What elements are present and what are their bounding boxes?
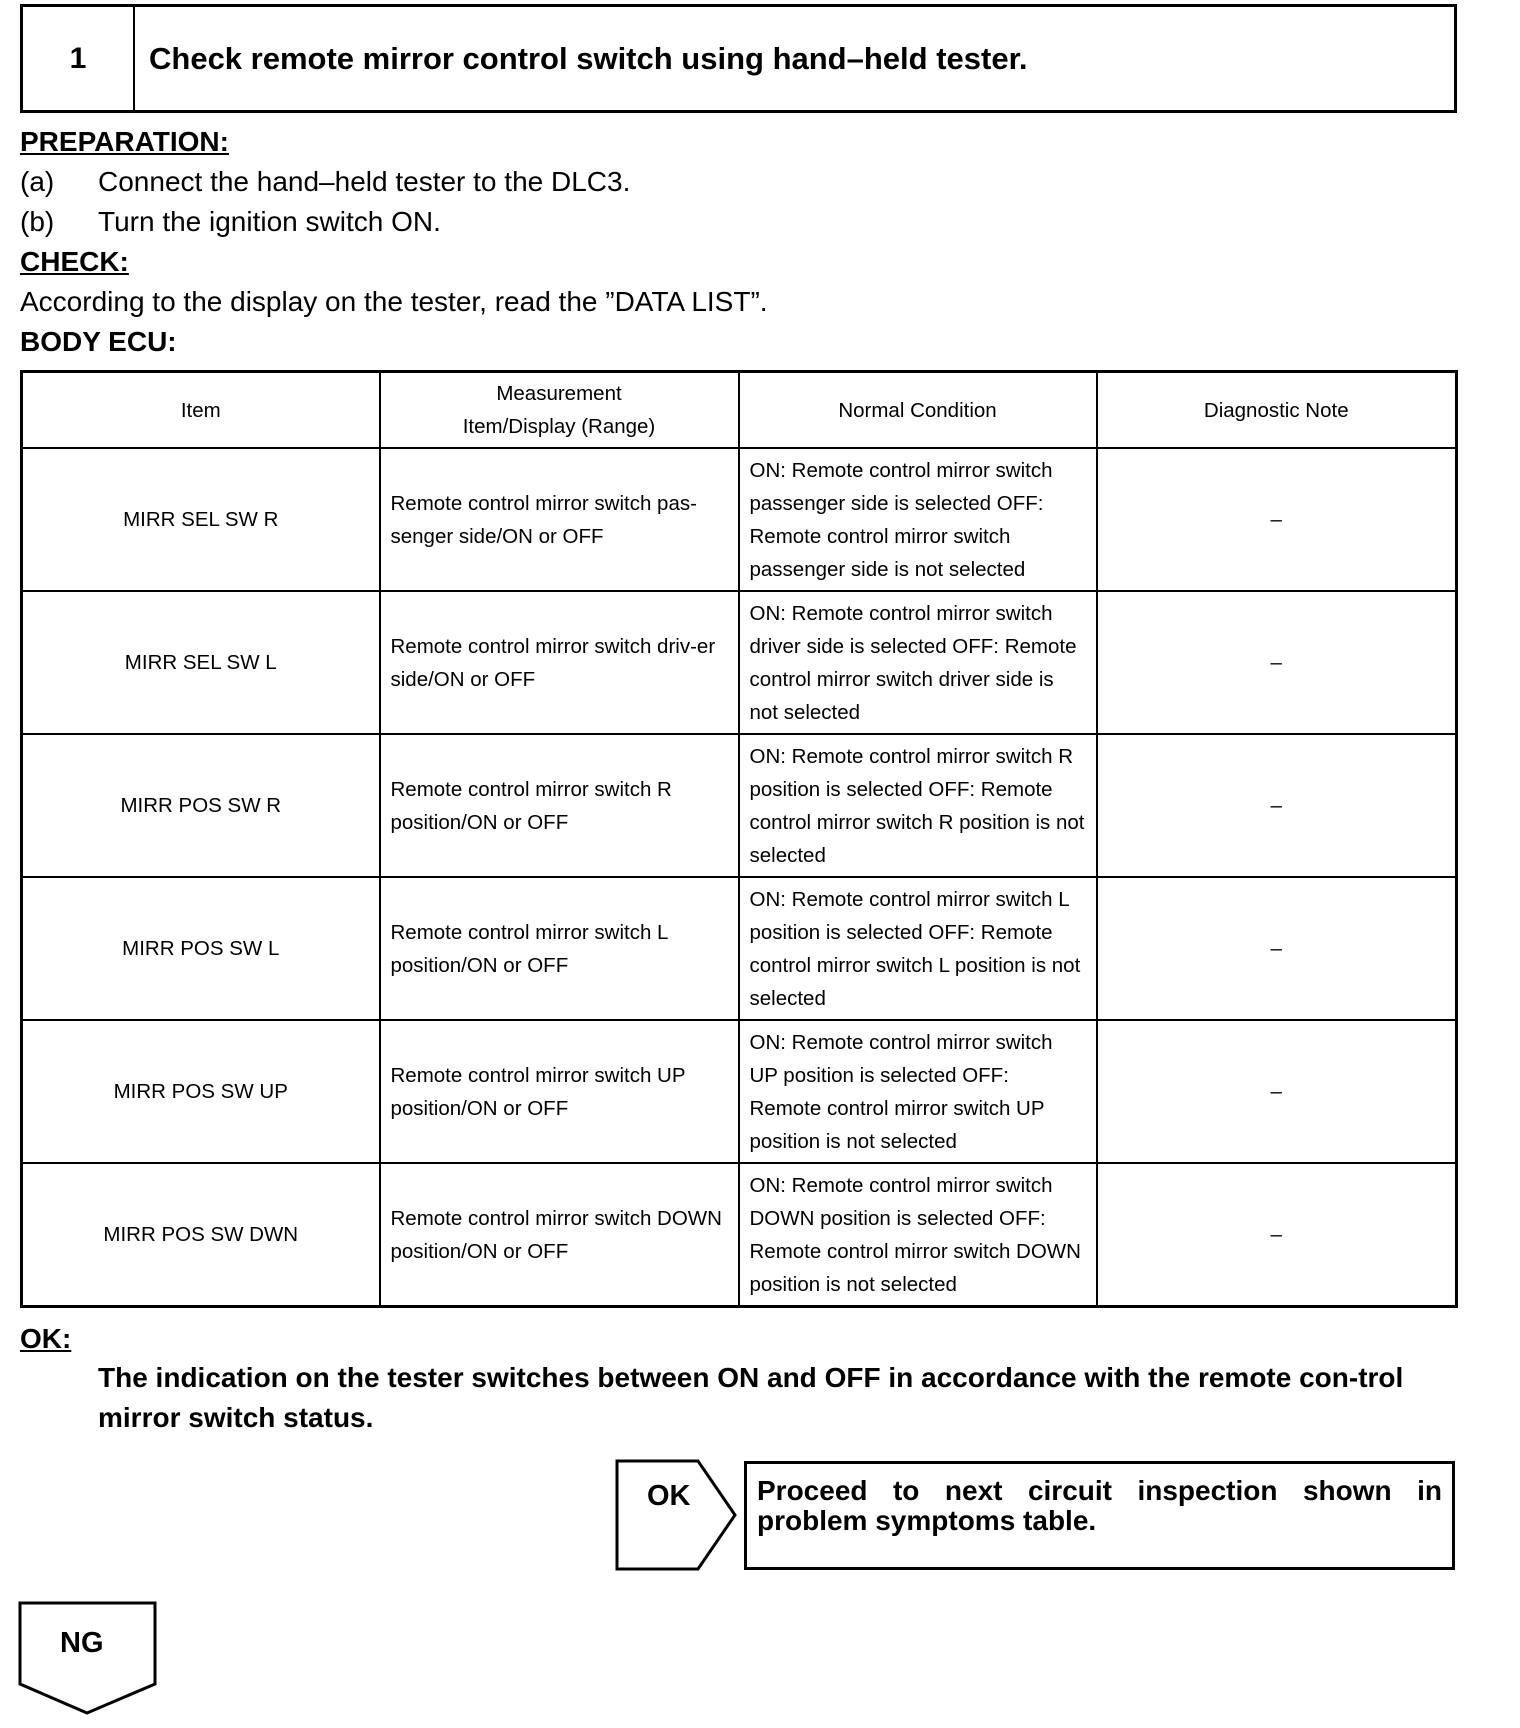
ok-label: OK: (20, 1323, 72, 1354)
check-text: According to the display on the tester, read the ”DATA LIST”. (20, 286, 768, 317)
diagnostic-note-cell: – (1097, 1163, 1457, 1307)
column-header: Normal Condition (739, 372, 1097, 449)
normal-condition-cell: ON: Remote control mirror switch UP position is selected OFF: Remote control mirror switch UP position is not selected (739, 1020, 1097, 1163)
table-header-row (22, 372, 1457, 449)
measurement-cell: Remote control mirror switch driv-er side/ON or OFF (380, 591, 739, 734)
data-list-table (20, 370, 1458, 1308)
table-row (22, 877, 1457, 1020)
measurement-cell: Remote control mirror switch R position/ON or OFF (380, 734, 739, 877)
table-row (22, 591, 1457, 734)
column-header: Measurement Item/Display (Range) (380, 372, 739, 449)
step-marker: (b) (20, 206, 55, 237)
normal-condition-cell: ON: Remote control mirror switch driver side is selected OFF: Remote control mirror switch driver side is not selected (739, 591, 1097, 734)
item-cell: MIRR POS SW R (22, 734, 380, 877)
item-cell: MIRR POS SW DWN (22, 1163, 380, 1307)
prep-step-b (20, 206, 441, 238)
diagnostic-note-cell: – (1097, 448, 1457, 591)
ok-action-text: Proceed to next circuit inspection shown in problem symptoms table. (757, 1475, 1442, 1536)
ecu-label: BODY ECU: (20, 326, 177, 357)
item-cell: MIRR SEL SW L (22, 591, 380, 734)
item-cell: MIRR POS SW L (22, 877, 380, 1020)
ok-action-box (744, 1461, 1455, 1570)
check-label: CHECK: (20, 246, 129, 277)
diagnostic-note-cell: – (1097, 734, 1457, 877)
diagnostic-note-cell: – (1097, 1020, 1457, 1163)
measurement-cell: Remote control mirror switch UP position/ON or OFF (380, 1020, 739, 1163)
normal-condition-cell: ON: Remote control mirror switch R position is selected OFF: Remote control mirror switch R position is not selected (739, 734, 1097, 877)
ok-criteria-text: The indication on the tester switches between ON and OFF in accordance with the remote con-trol mirror switch status. (98, 1362, 1404, 1433)
measurement-cell: Remote control mirror switch DOWN position/ON or OFF (380, 1163, 739, 1307)
step-text: Connect the hand–held tester to the DLC3. (98, 166, 631, 197)
measurement-cell: Remote control mirror switch L position/ON or OFF (380, 877, 739, 1020)
table-row (22, 448, 1457, 591)
table-row (22, 1163, 1457, 1307)
ok-flow-label: OK (647, 1480, 691, 1512)
column-header: Diagnostic Note (1097, 372, 1457, 449)
step-number: 1 (23, 7, 135, 110)
ok-arrow-shape (617, 1461, 735, 1569)
item-cell: MIRR SEL SW R (22, 448, 380, 591)
measurement-cell: Remote control mirror switch pas-senger side/ON or OFF (380, 448, 739, 591)
item-cell: MIRR POS SW UP (22, 1020, 380, 1163)
step-header (20, 4, 1457, 113)
normal-condition-cell: ON: Remote control mirror switch DOWN position is selected OFF: Remote control mirror switch DOWN position is not selected (739, 1163, 1097, 1307)
step-text: Turn the ignition switch ON. (98, 206, 441, 237)
diagnostic-note-cell: – (1097, 877, 1457, 1020)
step-marker: (a) (20, 166, 55, 197)
table-row (22, 1020, 1457, 1163)
step-title: Check remote mirror control switch using hand–held tester. (149, 40, 1028, 76)
normal-condition-cell: ON: Remote control mirror switch passenger side is selected OFF: Remote control mirror switch passenger side is not selected (739, 448, 1097, 591)
diagnostic-note-cell: – (1097, 591, 1457, 734)
preparation-label: PREPARATION: (20, 126, 229, 157)
column-header: Item (22, 372, 380, 449)
normal-condition-cell: ON: Remote control mirror switch L position is selected OFF: Remote control mirror switch L position is not selected (739, 877, 1097, 1020)
prep-step-a (20, 166, 630, 198)
ng-flow-label: NG (60, 1627, 104, 1659)
table-row (22, 734, 1457, 877)
